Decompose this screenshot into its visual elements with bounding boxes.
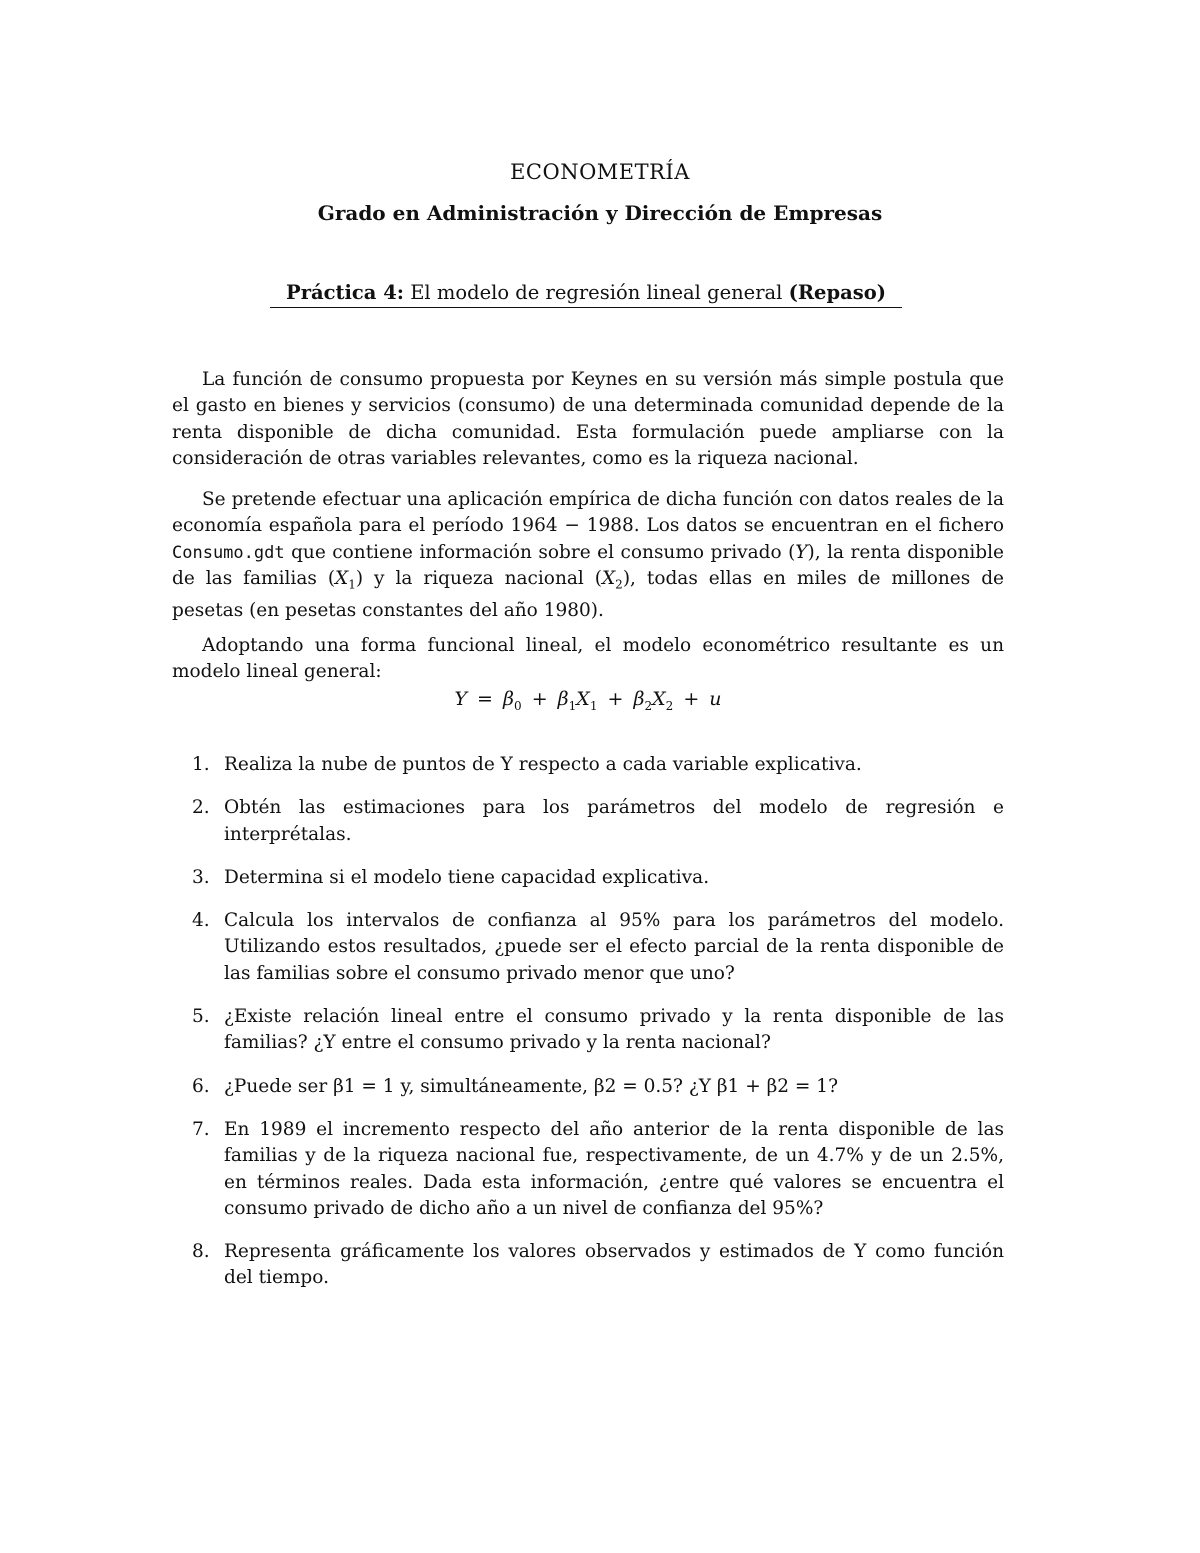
p2-part-e: ), todas ellas en miles de millones de pesetas (en pesetas constantes del año 1980). [172, 567, 1004, 621]
p2-part-d: ) y la riqueza nacional ( [355, 567, 602, 589]
p2-part-c: ), la renta disponible de las familias ( [172, 541, 1004, 589]
question-item [172, 752, 1004, 778]
var-x2-sub: 2 [615, 577, 623, 592]
practice-label: Práctica 4: [286, 281, 404, 304]
intro-paragraph-3-text: Adoptando una forma funcional lineal, el modelo econométrico resultante es un modelo lineal general: [172, 635, 1004, 683]
question-number: 3. [192, 866, 210, 888]
eq-x1-sub: 1 [589, 698, 598, 713]
question-item [172, 908, 1004, 987]
question-item [172, 865, 1004, 891]
var-x2: X [602, 567, 616, 589]
question-text: Calcula los intervalos de confianza al 95% para los parámetros del modelo. Utilizando estos resultados, ¿puede ser el efecto parcial de la renta disponible de las familias sobre el consumo privado menor que uno? [224, 910, 1004, 984]
eq-plus-1: + [531, 688, 548, 710]
eq-equals: = [477, 688, 493, 710]
eq-error-term: u [709, 688, 722, 710]
model-equation [0, 688, 1176, 713]
eq-plus-2: + [607, 688, 624, 710]
p2-part-b: que contiene información sobre el consumo privado ( [291, 541, 796, 563]
eq-beta1-sub: 1 [568, 698, 577, 713]
eq-beta2-sub: 2 [644, 698, 653, 713]
document-subtitle: Grado en Administración y Dirección de Empresas [317, 201, 883, 225]
question-item [172, 1004, 1004, 1057]
eq-plus-3: + [683, 688, 700, 710]
question-text: Realiza la nube de puntos de Y respecto a cada variable explicativa. [224, 754, 862, 775]
question-text: Determina si el modelo tiene capacidad explicativa. [224, 866, 710, 888]
document-title: ECONOMETRÍA [510, 160, 690, 184]
practice-title: El modelo de regresión lineal general [410, 281, 783, 304]
p2-part-a: Se pretende efectuar una aplicación empírica de dicha función con datos reales de la economía española para el período 1964 − 1988. Los datos se encuentran en el fichero [172, 489, 1004, 537]
var-x1-sub: 1 [348, 577, 356, 592]
intro-paragraph-1 [172, 367, 1004, 472]
question-text: En 1989 el incremento respecto del año anterior de la renta disponible de las familias y de la riqueza nacional fue, respectivamente, de un 4.7% y de un 2.5%, en términos reales. Dada esta información, ¿entre qué valores se encuentra el consumo privado de dicho año a un nivel de confianza del 95%? [224, 1118, 1004, 1219]
eq-beta2: β [633, 688, 645, 710]
question-item [172, 795, 1004, 848]
intro-paragraph-2 [172, 487, 1004, 624]
question-number: 6. [192, 1075, 210, 1097]
question-text: Obtén las estimaciones para los parámetros del modelo de regresión e interprétalas. [224, 797, 1004, 845]
intro-paragraph-2-text [172, 487, 1004, 624]
intro-paragraph-1-text: La función de consumo propuesta por Keynes en su versión más simple postula que el gasto en bienes y servicios (consumo) de una determinada comunidad depende de la renta disponible de dicha comunidad. Esta formulación puede ampliarse con la consideración de otras variables relevantes, como es la riqueza nacional. [172, 369, 1004, 469]
question-number: 8. [192, 1241, 210, 1263]
question-number: 5. [192, 1006, 210, 1028]
eq-x2: X [652, 688, 666, 710]
eq-lhs: Y [454, 688, 467, 710]
question-text: Representa gráficamente los valores observados y estimados de Y como función del tiempo. [224, 1241, 1004, 1289]
question-number: 1. [192, 754, 210, 775]
intro-paragraph-3 [172, 633, 1004, 686]
question-number: 7. [192, 1118, 210, 1140]
eq-x2-sub: 2 [665, 698, 674, 713]
eq-beta1: β [557, 688, 569, 710]
question-number: 2. [192, 797, 210, 819]
var-y: Y [795, 541, 808, 563]
eq-beta0: β [503, 688, 514, 710]
var-x1: X [335, 567, 349, 589]
question-item [172, 1074, 1004, 1100]
question-number: 4. [192, 910, 210, 932]
question-item [172, 1239, 1004, 1292]
data-file-name: Consumo.gdt [172, 542, 285, 563]
question-text: ¿Puede ser β1 = 1 y, simultáneamente, β2 = 0.5? ¿Y β1 + β2 = 1? [224, 1075, 838, 1097]
question-item [172, 1117, 1004, 1222]
practice-note: (Repaso) [788, 281, 886, 304]
practice-heading [270, 281, 902, 308]
question-text: ¿Existe relación lineal entre el consumo privado y la renta disponible de las familias? ¿Y entre el consumo privado y la renta nacional? [224, 1006, 1004, 1054]
eq-beta0-sub: 0 [514, 698, 522, 713]
eq-x1: X [576, 688, 590, 710]
question-list [172, 752, 1004, 1309]
